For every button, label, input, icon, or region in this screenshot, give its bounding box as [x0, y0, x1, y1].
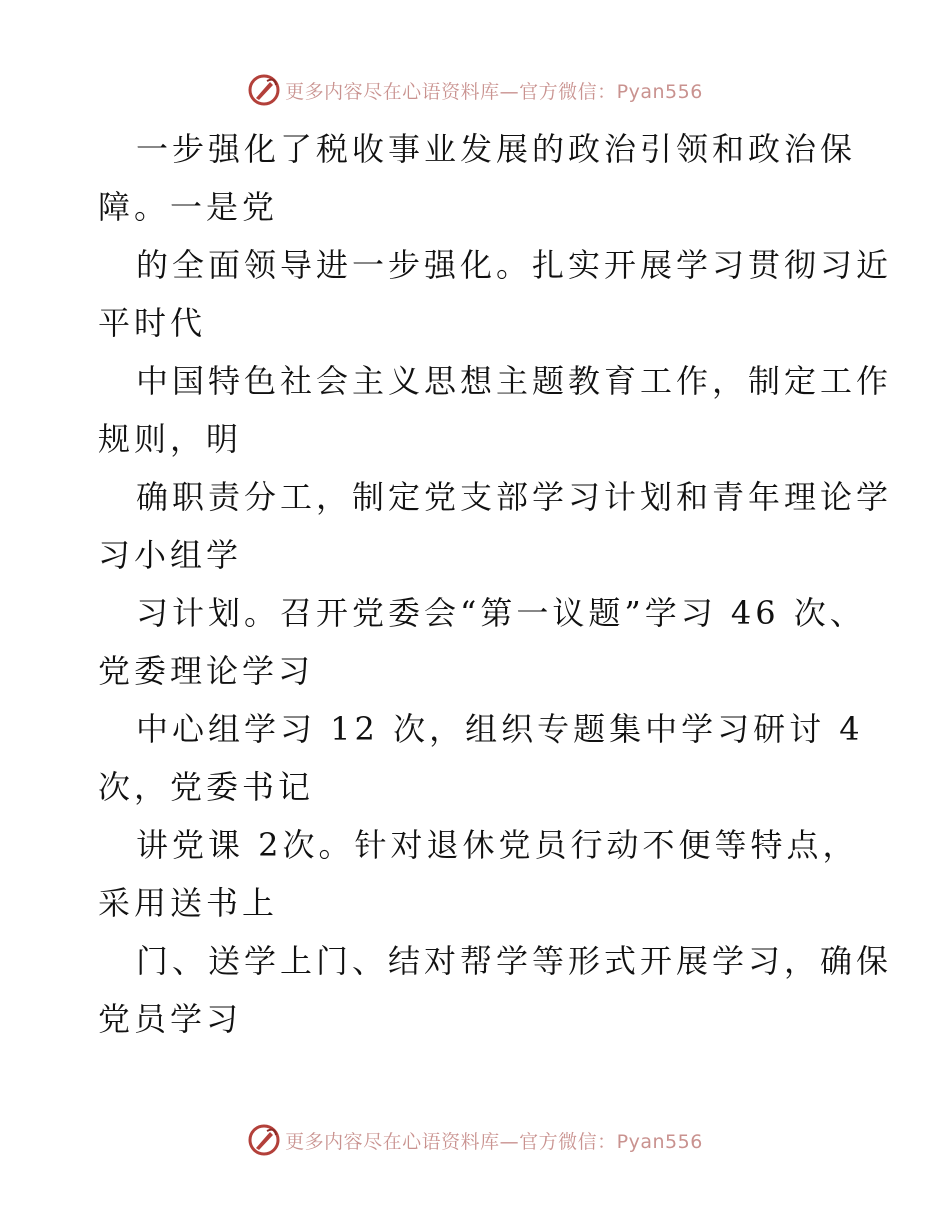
- body-line: 习小组学: [98, 536, 243, 574]
- quill-pen-logo-icon: [247, 73, 281, 107]
- body-line: 采用送书上: [98, 884, 279, 922]
- document-body: [98, 120, 893, 1048]
- quill-pen-logo-icon: [247, 1123, 281, 1157]
- body-line: 党员学习: [98, 1000, 243, 1038]
- body-line: 规则，明: [98, 420, 243, 458]
- body-line: 确职责分工，制定党支部学习计划和青年理论学: [136, 478, 893, 516]
- body-line: 平时代: [98, 304, 207, 342]
- body-line: 习计划。召开党委会“第一议题”学习 46 次、: [136, 594, 866, 632]
- body-line: 党委理论学习: [98, 652, 315, 690]
- footer-banner: [0, 1120, 950, 1160]
- body-line: 中心组学习 12 次，组织专题集中学习研讨 4: [136, 710, 864, 748]
- header-banner-text: 更多内容尽在心语资料库—官方微信：Pyan556: [285, 80, 703, 103]
- body-line: 中国特色社会主义思想主题教育工作，制定工作: [136, 362, 893, 400]
- body-line: 次，党委书记: [98, 768, 315, 806]
- header-banner: [0, 70, 950, 110]
- footer-banner-text: 更多内容尽在心语资料库—官方微信：Pyan556: [285, 1130, 703, 1153]
- body-line: 讲党课 2次。针对退休党员行动不便等特点，: [136, 826, 859, 864]
- body-line: 的全面领导进一步强化。扎实开展学习贯彻习近: [136, 246, 893, 284]
- body-line: 门、送学上门、结对帮学等形式开展学习，确保: [136, 942, 893, 980]
- body-line: 障。一是党: [98, 188, 279, 226]
- body-line: 一步强化了税收事业发展的政治引领和政治保: [136, 130, 857, 168]
